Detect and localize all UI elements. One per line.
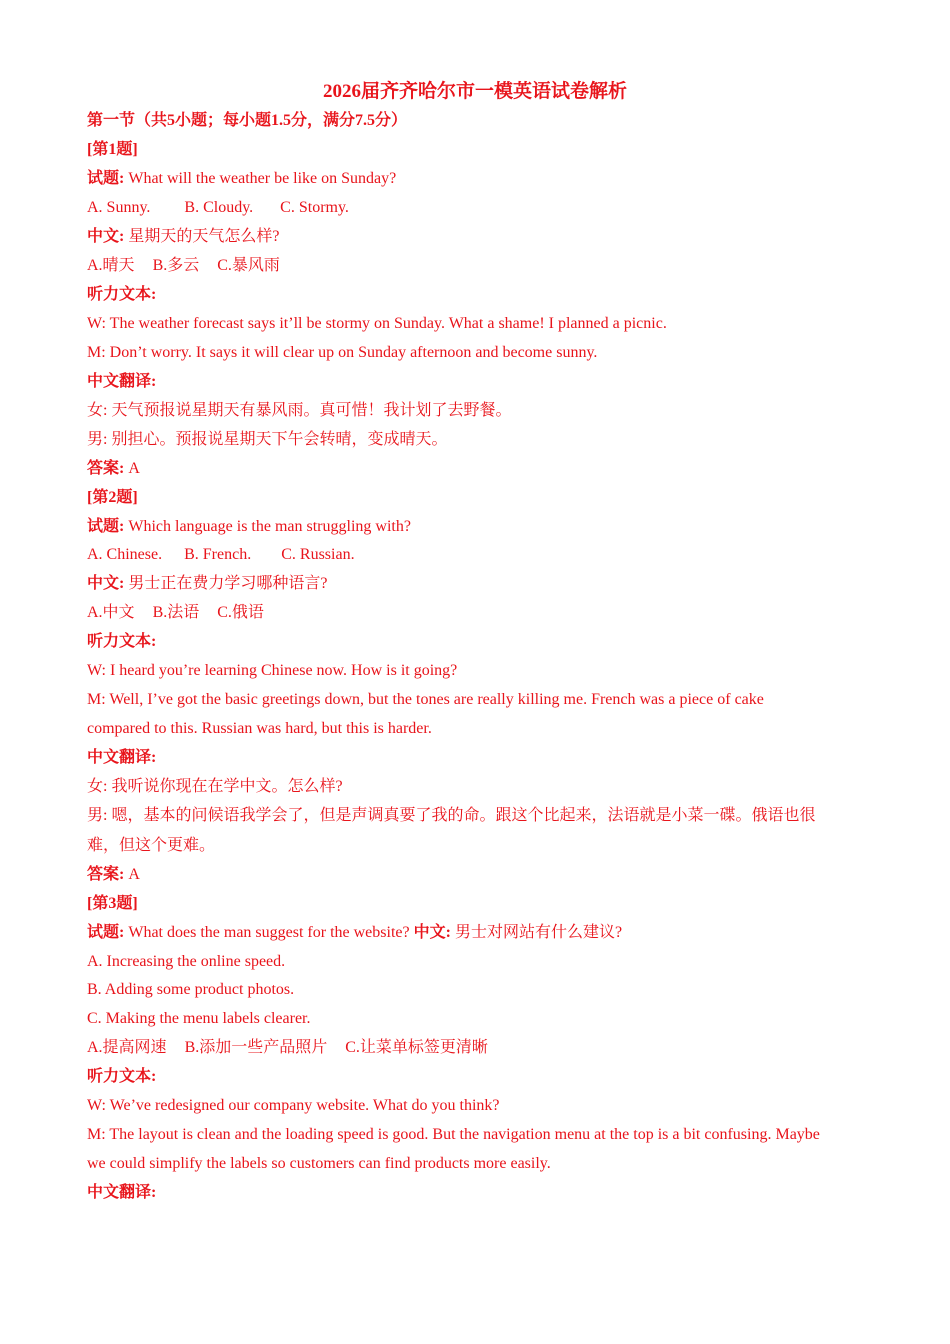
q1-options-cn-line (87, 255, 877, 277)
section-heading: 第一节（共5小题；每小题1.5分，满分7.5分） (87, 112, 408, 129)
q2-question-line (87, 516, 877, 538)
q3-options-cn-line (87, 1037, 877, 1059)
q3-option-b: B. Adding some product photos. (87, 981, 295, 998)
q2-options-line (87, 544, 877, 566)
question-label: 试题: (87, 518, 125, 535)
q1-question-line (87, 168, 877, 190)
q2-script-m-2: compared to this. Russian was hard, but this is harder. (87, 720, 432, 737)
q2-answer-line (87, 864, 877, 886)
q1-answer-line (87, 458, 877, 480)
q2-script-m-1: M: Well, I’ve got the basic greetings down, but the tones are really killing me. French was a piece of cake (87, 691, 764, 708)
q1-option-b: B. Cloudy. (184, 199, 254, 216)
q3-option-c: C. Making the menu labels clearer. (87, 1010, 311, 1027)
chinese-label: 中文: (87, 575, 125, 592)
q1-chinese-line (87, 226, 877, 248)
q2-answer: A (128, 866, 140, 883)
q2-option-c: C. Russian. (281, 546, 355, 563)
q1-option-a: A. Sunny. (87, 199, 151, 216)
q2-question: Which language is the man struggling with? (128, 518, 411, 535)
q1-question-cn: 星期天的天气怎么样? (128, 228, 280, 245)
script-label: 听力文本: (87, 286, 157, 303)
translation-label: 中文翻译: (87, 749, 157, 766)
translation-label: 中文翻译: (87, 1184, 157, 1201)
q2-question-cn: 男士正在费力学习哪种语言? (128, 575, 328, 592)
question-label: 试题: (87, 924, 125, 941)
q3-question-line (87, 922, 877, 944)
chinese-label: 中文: (413, 924, 451, 941)
document-title: 2026届齐齐哈尔市一模英语试卷解析 (322, 81, 627, 102)
q1-option-c: C. Stormy. (280, 199, 349, 216)
q3-question: What does the man suggest for the website? (128, 924, 410, 941)
question-label: 试题: (87, 170, 125, 187)
q3-option-cn-b: B.添加一些产品照片 (184, 1039, 328, 1056)
translation-label: 中文翻译: (87, 373, 157, 390)
q2-option-a: A. Chinese. (87, 546, 163, 563)
q3-option-cn-c: C.让菜单标签更清晰 (345, 1039, 488, 1056)
script-label: 听力文本: (87, 1068, 157, 1085)
q3-script-m-1: M: The layout is clean and the loading speed is good. But the navigation menu at the top is a bit confusing. Maybe (87, 1126, 820, 1143)
q2-trans-m-1: 男: 嗯，基本的问候语我学会了，但是声调真要了我的命。跟这个比起来，法语就是小菜一碟。俄语也很 (87, 807, 816, 824)
q2-trans-w: 女: 我听说你现在在学中文。怎么样? (87, 778, 343, 795)
q1-options-line (87, 197, 877, 219)
q1-trans-m: 男: 别担心。预报说星期天下午会转晴，变成晴天。 (87, 431, 448, 448)
q1-trans-w: 女: 天气预报说星期天有暴风雨。真可惜！我计划了去野餐。 (87, 402, 512, 419)
q3-header: [第3题] (87, 895, 138, 912)
q1-script-w: W: The weather forecast says it’ll be stormy on Sunday. What a shame! I planned a picnic. (87, 315, 667, 332)
q1-option-cn-a: A.晴天 (87, 257, 135, 274)
q2-option-b: B. French. (184, 546, 252, 563)
chinese-label: 中文: (87, 228, 125, 245)
q2-chinese-line (87, 573, 877, 595)
q3-script-m-2: we could simplify the labels so customers can find products more easily. (87, 1155, 551, 1172)
q2-trans-m-2: 难，但这个更难。 (87, 837, 216, 854)
answer-label: 答案: (87, 460, 125, 477)
q1-option-cn-b: B.多云 (152, 257, 200, 274)
q3-question-cn: 男士对网站有什么建议? (454, 924, 623, 941)
q2-option-cn-a: A.中文 (87, 604, 135, 621)
q1-option-cn-c: C.暴风雨 (217, 257, 280, 274)
q3-option-cn-a: A.提高网速 (87, 1039, 167, 1056)
q2-option-cn-c: C.俄语 (217, 604, 264, 621)
q2-script-w: W: I heard you’re learning Chinese now. How is it going? (87, 662, 458, 679)
q1-script-m: M: Don’t worry. It says it will clear up on Sunday afternoon and become sunny. (87, 344, 598, 361)
q2-option-cn-b: B.法语 (152, 604, 200, 621)
q1-header: [第1题] (87, 141, 138, 158)
script-label: 听力文本: (87, 633, 157, 650)
q1-question: What will the weather be like on Sunday? (128, 170, 397, 187)
q2-options-cn-line (87, 602, 877, 624)
q1-answer: A (128, 460, 140, 477)
q3-option-a: A. Increasing the online speed. (87, 953, 286, 970)
q3-script-w: W: We’ve redesigned our company website. What do you think? (87, 1097, 500, 1114)
q2-header: [第2题] (87, 489, 138, 506)
answer-label: 答案: (87, 866, 125, 883)
